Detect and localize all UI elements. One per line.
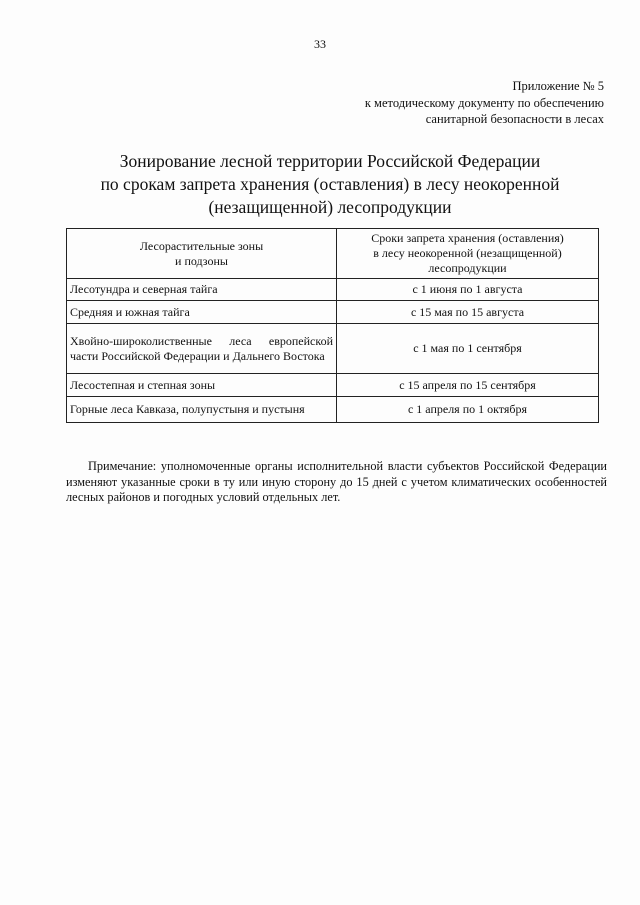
zones-table <box>66 228 599 423</box>
period-cell: с 15 мая по 15 августа <box>337 301 599 324</box>
table-header-row <box>67 229 599 279</box>
zone-cell: Горные леса Кавказа, полупустыня и пустыня <box>67 397 337 423</box>
zone-cell: Лесотундра и северная тайга <box>67 279 337 301</box>
appendix-line: санитарной безопасности в лесах <box>425 112 604 126</box>
header-text: Сроки запрета хранения (оставления) <box>371 231 564 245</box>
table-row <box>67 301 599 324</box>
page-number: 33 <box>314 37 326 51</box>
table-row <box>67 397 599 423</box>
period-cell: с 1 мая по 1 сентября <box>337 324 599 374</box>
period-cell: с 15 апреля по 15 сентября <box>337 374 599 397</box>
header-text: и подзоны <box>175 253 228 268</box>
footnote-note: Примечание: уполномоченные органы исполнительной власти субъектов Российской Федерации изменяют указанные сроки в ту или иную сторону до 15 дней с учетом климатических особенностей лесных районов и погодных условий отдельных лет. <box>66 459 607 505</box>
title-line: Зонирование лесной территории Российской Федерации <box>119 151 541 171</box>
table-row <box>67 279 599 301</box>
header-text: Лесорастительные зоны <box>139 238 264 253</box>
appendix-reference <box>365 78 604 128</box>
table-row <box>67 374 599 397</box>
zone-cell: Лесостепная и степная зоны <box>67 374 337 397</box>
appendix-line: Приложение № 5 <box>512 79 604 93</box>
period-cell: с 1 июня по 1 августа <box>337 279 599 301</box>
header-text: лесопродукции <box>428 261 507 275</box>
appendix-line: к методическому документу по обеспечению <box>364 95 604 110</box>
title-line: по срокам запрета хранения (оставления) в лесу неокоренной <box>100 174 560 194</box>
zone-cell: Хвойно-широколиственные леса европейской части Российской Федерации и Дальнего Востока <box>67 324 337 374</box>
table-row <box>67 324 599 374</box>
header-zones <box>67 229 337 279</box>
period-cell: с 1 апреля по 1 октября <box>337 397 599 423</box>
header-text: в лесу неокоренной (незащищенной) <box>373 246 562 260</box>
document-title <box>0 150 640 219</box>
title-line: (незащищенной) лесопродукции <box>208 197 452 217</box>
zone-cell: Средняя и южная тайга <box>67 301 337 324</box>
header-periods <box>337 229 599 279</box>
